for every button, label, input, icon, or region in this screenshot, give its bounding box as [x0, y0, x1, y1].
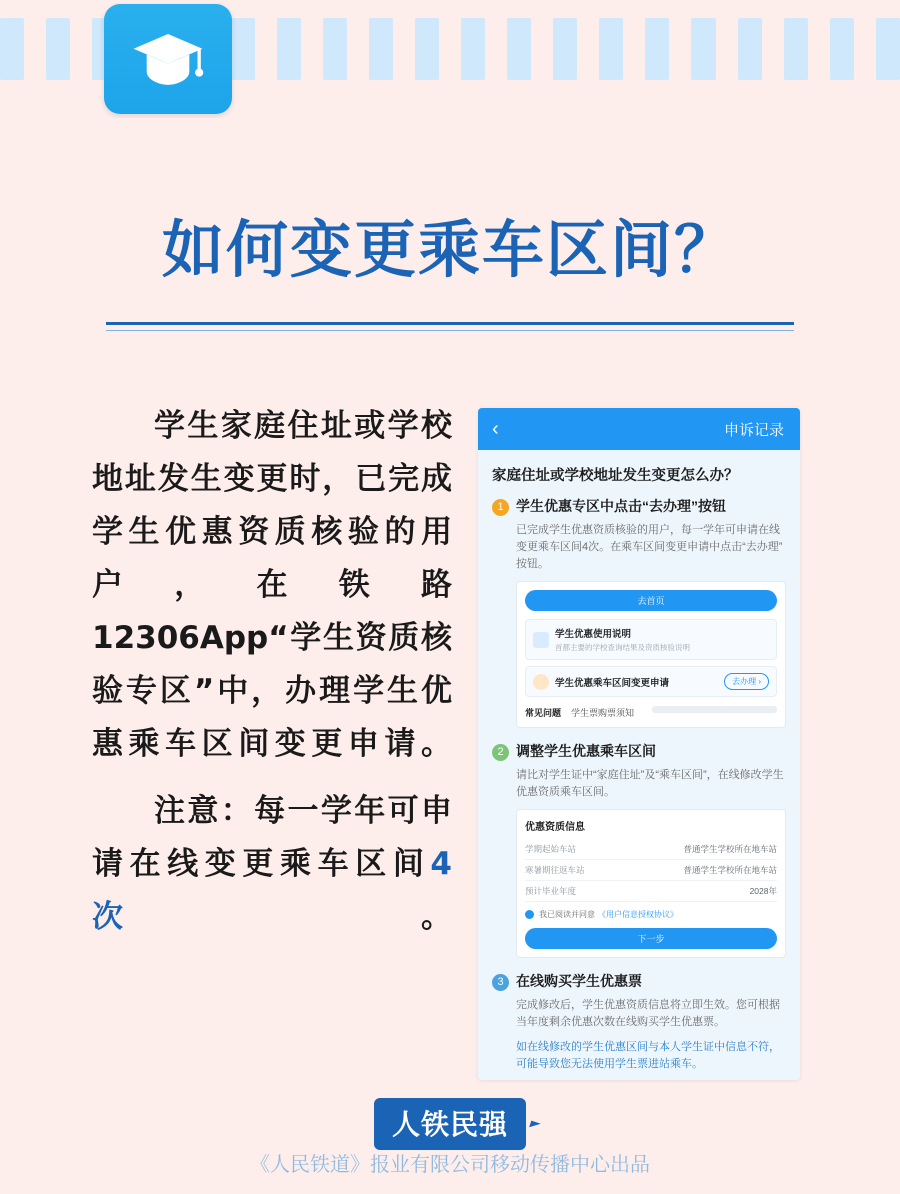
row-value: 普通学生学校所在地车站	[683, 844, 777, 854]
stripe	[553, 18, 577, 80]
row-label: 寒暑期往返车站	[525, 865, 585, 875]
step-heading: 在线购买学生优惠票	[516, 973, 642, 989]
graduation-cap-icon	[127, 16, 209, 103]
navbar-title: 申诉记录	[723, 421, 784, 439]
inline-screenshot-1	[516, 581, 786, 728]
step-description: 完成修改后，学生优惠资质信息将立即生效。您可根据当年度剩余优惠次数在线购买学生优惠票。	[516, 999, 780, 1028]
row-label: 预计毕业年度	[525, 886, 577, 896]
paragraph-2-prefix: 注意：每一学年可申请在线变更乘车区间	[92, 793, 452, 882]
agreement-checkbox[interactable]	[525, 909, 777, 920]
stripe	[0, 18, 24, 80]
stripe	[738, 18, 762, 80]
step-number: 1	[492, 499, 509, 516]
article-body	[92, 400, 452, 958]
row-label: 学期起始车站	[525, 844, 577, 854]
checkbox-checked-icon	[525, 910, 534, 919]
publisher-logo: 人铁民强	[374, 1098, 526, 1150]
student-icon	[533, 632, 549, 648]
phone-navbar	[478, 408, 800, 450]
blurred-text-placeholder	[652, 706, 777, 713]
step-heading: 调整学生优惠乘车区间	[516, 743, 656, 759]
table-row	[525, 881, 777, 902]
stripe	[691, 18, 715, 80]
next-step-button[interactable]: 下一步	[525, 928, 777, 949]
stripe	[599, 18, 623, 80]
tab-notice[interactable]: 学生票购票须知	[571, 708, 635, 718]
screenshot-tabs	[525, 703, 777, 719]
question-heading: 家庭住址或学校地址发生变更怎么办？	[492, 468, 739, 484]
usage-info-row	[533, 626, 769, 653]
stripe	[277, 18, 301, 80]
usage-info-title: 学生优惠使用说明	[555, 629, 632, 640]
app-logo-badge	[104, 4, 232, 114]
phone-screenshot	[478, 408, 800, 1080]
clock-icon	[533, 674, 549, 690]
times-count: 4次	[92, 846, 452, 935]
stripe	[369, 18, 393, 80]
step-item	[492, 497, 786, 516]
paragraph-1: 学生家庭住址或学校地址发生变更时，已完成学生优惠资质核验的用户，在铁路12306App“学生资质核验专区”中，办理学生优惠乘车区间变更申请。	[92, 408, 452, 762]
change-application-card[interactable]	[525, 666, 777, 697]
step-description: 请比对学生证中“家庭住址”及“乘车区间”，在线修改学生优惠资质乘车区间。	[516, 769, 784, 798]
change-application-title: 学生优惠乘车区间变更申请	[555, 677, 670, 689]
stripe	[784, 18, 808, 80]
tab-faq[interactable]: 常见问题	[525, 708, 562, 718]
stripe	[645, 18, 669, 80]
go-handle-button[interactable]: 去办理 ›	[724, 673, 769, 690]
step-number: 2	[492, 744, 509, 761]
title-divider	[106, 322, 794, 325]
table-row	[525, 860, 777, 881]
paragraph-2-suffix: 。	[421, 899, 452, 935]
step-description-note: 如在线修改的学生优惠区间与本人学生证中信息不符，可能导致您无法使用学生票进站乘车。	[516, 1041, 780, 1070]
publisher-credit: 《人民铁道》报业有限公司移动传播中心出品	[250, 1152, 650, 1176]
step-heading: 学生优惠专区中点击“去办理”按钮	[516, 498, 726, 514]
page-title: 如何变更乘车区间？	[161, 213, 738, 286]
paragraph-2	[92, 785, 452, 944]
stripe	[507, 18, 531, 80]
phone-content	[478, 450, 800, 1080]
step-description: 已完成学生优惠资质核验的用户，每一学年可申请在线变更乘车区间4次。在乘车区间变更申请中点击“去办理”按钮。	[516, 524, 783, 570]
chevron-left-icon[interactable]: ‹	[492, 418, 499, 440]
agreement-link[interactable]: 《用户信息授权协议》	[598, 910, 678, 919]
stripe	[830, 18, 854, 80]
stripe	[876, 18, 900, 80]
stripe	[461, 18, 485, 80]
inline-screenshot-2	[516, 809, 786, 958]
usage-info-card[interactable]	[525, 619, 777, 660]
step-item	[492, 972, 786, 991]
step-item	[492, 742, 786, 761]
row-value: 2028年	[749, 886, 777, 896]
row-value: 普通学生学校所在地车站	[683, 865, 777, 875]
cursor-pointer-icon	[529, 1121, 541, 1131]
go-home-button[interactable]: 去首页	[525, 590, 777, 611]
stripe	[230, 18, 254, 80]
usage-info-subtitle: 首都主要的学校查询结果及资质核验说明	[555, 643, 690, 652]
stripe	[323, 18, 347, 80]
top-decoration-band	[0, 0, 900, 118]
benefit-info-title: 优惠资质信息	[525, 822, 585, 833]
step-number: 3	[492, 974, 509, 991]
agreement-text: 我已阅读并同意	[539, 910, 595, 919]
change-application-row	[533, 673, 769, 690]
stripe	[46, 18, 70, 80]
stripe	[415, 18, 439, 80]
table-row	[525, 839, 777, 860]
